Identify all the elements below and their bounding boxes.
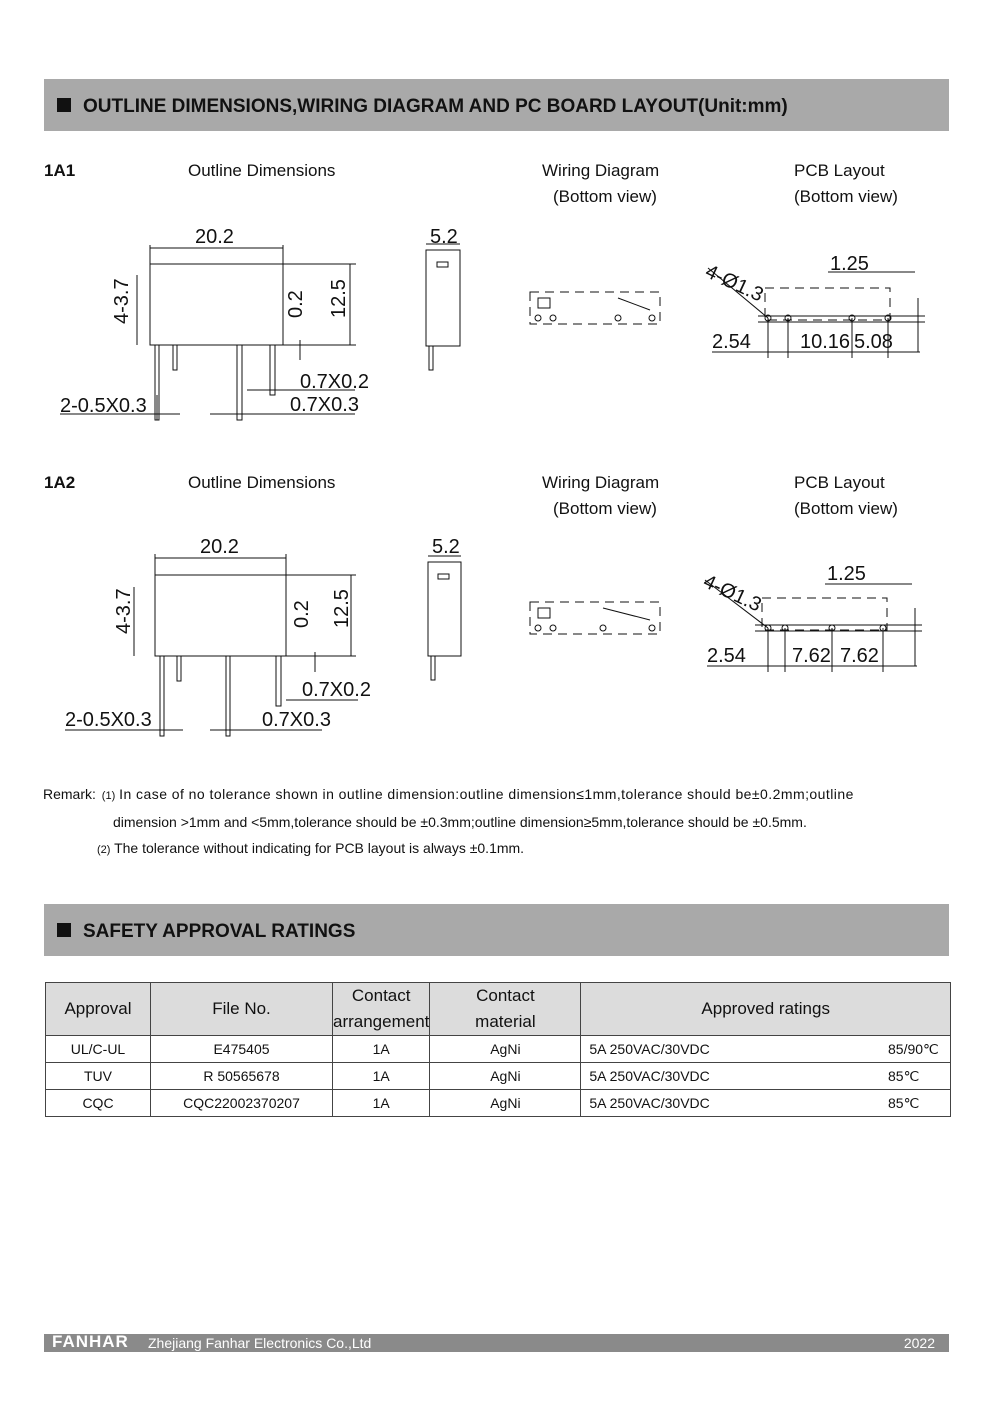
section-title: SAFETY APPROVAL RATINGS [83,921,356,942]
section-header-outline [44,79,949,131]
cell-approval: TUV [46,1063,151,1090]
dim-width: 20.2 [195,226,234,248]
square-bullet-icon [57,98,71,112]
section-header-safety [44,904,949,956]
pcb-label: PCB Layout [794,161,885,180]
pcb-label: PCB Layout [794,473,885,492]
relay-body-front [155,575,286,656]
section-title: OUTLINE DIMENSIONS,WIRING DIAGRAM AND PC BOARD LAYOUT(Unit:mm) [83,96,788,117]
dim-pin-b: 0.7X0.3 [262,709,331,731]
outline-label: Outline Dimensions [188,473,336,492]
pcb-span2: 7.62 [840,645,879,667]
variant-id: 1A2 [44,473,76,492]
cell-approval: UL/C-UL [46,1036,151,1063]
pcb-box [765,288,890,320]
dim-width: 20.2 [200,536,239,558]
header-ratings: Approved ratings [581,983,951,1036]
drawing-1a1 [0,220,993,435]
cell-material: AgNi [430,1063,581,1090]
pcb-holes: 4-Ø1.3 [701,260,767,307]
cell-rating: 5A 250VAC/30VDC [581,1036,888,1063]
pcb-span1: 7.62 [792,645,831,667]
relay-body-side [428,562,461,656]
cell-arrangement: 1A [333,1090,430,1117]
company-logo: FANHAR [52,1332,129,1351]
approval-table [45,982,951,1117]
cell-temp: 85℃ [888,1090,951,1117]
remark-line-2: dimension >1mm and <5mm,tolerance should be ±0.3mm;outline dimension≥5mm,tolerance should be ±0.5mm. [113,814,807,830]
header-arrangement: Contact arrangement [333,983,430,1036]
table-header-row [46,983,951,1036]
page-footer [44,1334,949,1352]
cell-rating: 5A 250VAC/30VDC [581,1090,888,1117]
cell-arrangement: 1A [333,1063,430,1090]
wiring-sub: (Bottom view) [553,499,657,518]
wiring-sub: (Bottom view) [553,187,657,206]
cell-material: AgNi [430,1036,581,1063]
remark-label: Remark: [43,786,96,802]
pcb-left: 2.54 [707,645,746,667]
dim-offset: 0.2 [285,290,307,318]
table-row [46,1063,951,1090]
dim-depth: 5.2 [432,536,460,558]
dim-pin-length: 4-3.7 [113,588,135,634]
dim-pin-c: 2-0.5X0.3 [60,395,147,417]
remark-text: In case of no tolerance shown in outline dimension:outline dimension≤1mm,tolerance should be±0.2mm;outline [119,786,854,802]
pcb-left: 2.54 [712,331,751,353]
table-row [46,1090,951,1117]
outline-label: Outline Dimensions [188,161,336,180]
company-name: Zhejiang Fanhar Electronics Co.,Ltd [148,1335,372,1351]
wiring-label: Wiring Diagram [542,473,660,492]
pcb-span1: 10.16 [800,331,851,353]
cell-approval: CQC [46,1090,151,1117]
cell-temp: 85℃ [888,1063,951,1090]
cell-rating: 5A 250VAC/30VDC [581,1063,888,1090]
dim-pin-a: 0.7X0.2 [300,371,369,393]
remark-number: (2) [97,844,111,856]
dim-pin-length: 4-3.7 [111,278,133,324]
remark-block [43,781,923,863]
dim-pin-b: 0.7X0.3 [290,394,359,416]
pcb-span2: 5.08 [854,331,893,353]
footer-year: 2022 [903,1335,935,1351]
remark-text: The tolerance without indicating for PCB layout is always ±0.1mm. [114,840,525,856]
cell-arrangement: 1A [333,1036,430,1063]
dim-pin-c: 2-0.5X0.3 [65,709,152,731]
square-bullet-icon [57,923,71,937]
relay-body-side [426,250,460,346]
pcb-sub: (Bottom view) [794,187,898,206]
pcb-top: 1.25 [827,563,866,585]
pcb-holes: 4-Ø1.3 [699,570,765,617]
remark-line-3 [43,835,923,863]
dim-pin-a: 0.7X0.2 [302,679,371,701]
cell-temp: 85/90℃ [888,1036,951,1063]
cell-file: R 50565678 [151,1063,333,1090]
header-material: Contact material [430,983,581,1036]
drawing-1a2 [0,532,993,747]
relay-body-front [150,264,283,345]
dim-offset: 0.2 [291,600,313,628]
dim-depth: 5.2 [430,226,458,248]
table-row [46,1036,951,1063]
dim-height: 12.5 [331,589,353,628]
remark-number: (1) [101,790,116,802]
dim-height: 12.5 [328,279,350,318]
pcb-top: 1.25 [830,253,869,275]
cell-material: AgNi [430,1090,581,1117]
cell-file: E475405 [151,1036,333,1063]
remark-line-1 [43,781,923,809]
wiring-label: Wiring Diagram [542,161,660,180]
variant-id: 1A1 [44,161,76,180]
header-approval: Approval [46,983,151,1036]
pcb-sub: (Bottom view) [794,499,898,518]
cell-file: CQC22002370207 [151,1090,333,1117]
header-file: File No. [151,983,333,1036]
